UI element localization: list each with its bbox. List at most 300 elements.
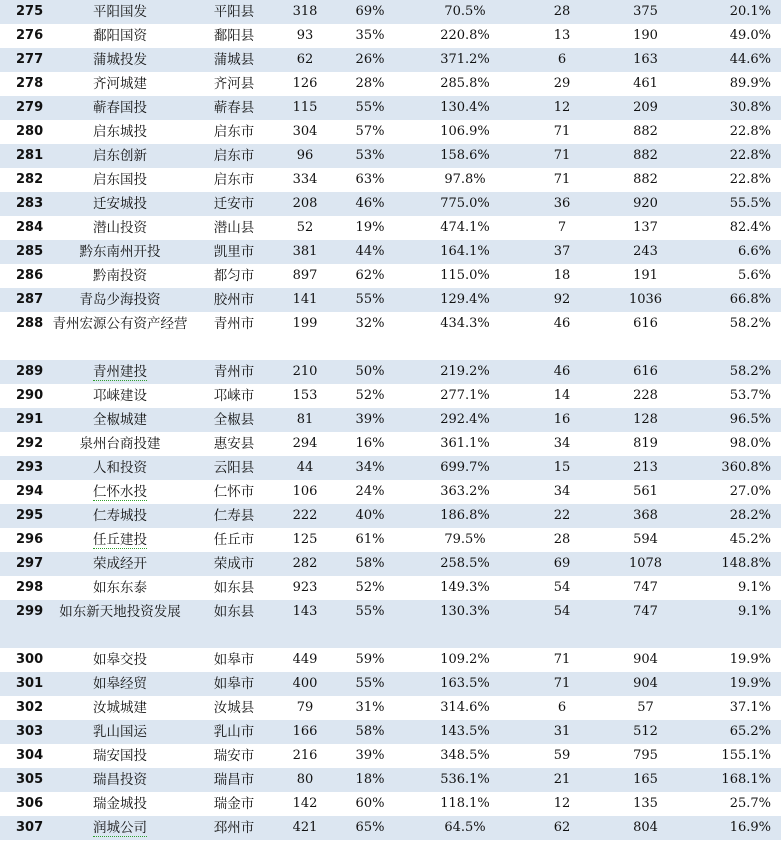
issuer-name: 泉州台商投建 [79, 436, 161, 452]
row-number: 280 [16, 124, 44, 139]
ratio-c: 219.2% [404, 360, 526, 384]
table-row [0, 792, 781, 816]
ratio-f: 44.6% [693, 48, 781, 72]
value-e: 128 [598, 408, 693, 432]
ratio-c: 97.8% [444, 172, 486, 187]
row-number: 307 [0, 816, 46, 840]
region: 青州市 [213, 316, 255, 332]
ratio-b: 55% [336, 672, 404, 696]
ratio-f: 9.1% [693, 600, 781, 648]
row-number: 305 [0, 768, 46, 792]
issuer-name: 齐河城建 [93, 76, 147, 92]
ratio-f: 19.9% [729, 652, 771, 667]
value-d: 71 [553, 172, 571, 187]
ratio-b: 44% [336, 240, 404, 264]
value-a: 449 [292, 652, 318, 667]
value-d: 14 [553, 388, 571, 403]
row-number: 275 [0, 0, 46, 24]
ratio-c: 130.3% [404, 600, 526, 648]
region: 惠安县 [213, 436, 255, 452]
row-number: 277 [0, 48, 46, 72]
value-a: 923 [292, 580, 318, 595]
ratio-f: 360.8% [693, 456, 781, 480]
value-e: 368 [598, 504, 693, 528]
value-a: 282 [274, 552, 336, 576]
value-d: 28 [553, 532, 571, 547]
value-a: 79 [296, 700, 314, 715]
row-number: 278 [16, 76, 44, 91]
value-e: 165 [598, 768, 693, 792]
ratio-b: 59% [355, 652, 385, 667]
issuer-name: 瑞安国投 [93, 748, 147, 764]
table-row [0, 216, 781, 240]
row-number: 293 [0, 456, 46, 480]
ratio-b: 26% [336, 48, 404, 72]
value-e: 904 [598, 672, 693, 696]
value-a: 334 [292, 172, 318, 187]
value-e: 882 [633, 124, 658, 139]
value-e: 135 [633, 796, 658, 811]
table-row [0, 72, 781, 96]
row-number: 299 [0, 600, 46, 648]
row-number: 291 [0, 408, 46, 432]
issuer-name: 仁寿城投 [46, 504, 194, 528]
region: 任丘市 [213, 532, 255, 548]
issuer-name: 蕲春国投 [46, 96, 194, 120]
value-a: 897 [292, 268, 318, 283]
value-d: 34 [553, 436, 571, 451]
region: 启东市 [213, 124, 255, 140]
ratio-c: 186.8% [404, 504, 526, 528]
ratio-f: 98.0% [729, 436, 771, 451]
ratio-c: 361.1% [440, 436, 490, 451]
ratio-f: 25.7% [729, 796, 771, 811]
value-e: 920 [598, 192, 693, 216]
ratio-b: 40% [336, 504, 404, 528]
value-e: 616 [633, 316, 658, 331]
value-d: 71 [526, 144, 598, 168]
issuer-name: 瑞金城投 [93, 796, 147, 812]
ratio-c: 371.2% [404, 48, 526, 72]
value-a: 421 [274, 816, 336, 840]
table-row [0, 456, 781, 480]
region: 汝城县 [213, 700, 255, 716]
value-a: 222 [274, 504, 336, 528]
ratio-b: 55% [336, 600, 404, 648]
value-d: 92 [526, 288, 598, 312]
table-row [0, 288, 781, 312]
value-a: 106 [292, 484, 318, 499]
value-e: 191 [633, 268, 658, 283]
region: 凯里市 [194, 240, 274, 264]
value-d: 13 [553, 28, 571, 43]
row-number: 290 [16, 388, 44, 403]
region: 都匀市 [213, 268, 255, 284]
value-e: 512 [598, 720, 693, 744]
table-row [0, 120, 781, 144]
value-e: 163 [598, 48, 693, 72]
issuer-name-text: 仁怀水投 [93, 484, 147, 500]
row-number: 285 [0, 240, 46, 264]
ratio-c: 363.2% [440, 484, 490, 499]
table-row [0, 552, 781, 576]
ratio-b: 34% [336, 456, 404, 480]
ratio-b: 55% [336, 96, 404, 120]
value-a: 142 [292, 796, 318, 811]
row-number: 279 [0, 96, 46, 120]
value-e: 804 [598, 816, 693, 840]
value-d: 12 [553, 796, 571, 811]
ratio-c: 277.1% [440, 388, 490, 403]
value-e: 190 [633, 28, 658, 43]
ratio-b: 28% [355, 76, 385, 91]
value-d: 15 [526, 456, 598, 480]
issuer-name: 如东东泰 [93, 580, 147, 596]
table-row [0, 648, 781, 672]
region: 云阳县 [194, 456, 274, 480]
region: 如东县 [194, 600, 274, 648]
row-number: 288 [16, 316, 44, 331]
value-e: 561 [633, 484, 658, 499]
issuer-name: 启东创新 [46, 144, 194, 168]
ratio-c: 163.5% [404, 672, 526, 696]
value-e: 795 [633, 748, 658, 763]
value-e: 904 [633, 652, 658, 667]
row-number: 284 [16, 220, 44, 235]
value-e: 616 [598, 360, 693, 384]
value-a: 125 [292, 532, 318, 547]
ratio-f: 5.6% [737, 268, 771, 283]
region: 启东市 [213, 172, 255, 188]
ratio-f: 58.2% [729, 316, 771, 331]
ratio-c: 348.5% [440, 748, 490, 763]
ratio-f: 66.8% [693, 288, 781, 312]
ratio-f: 168.1% [693, 768, 781, 792]
ratio-c: 220.8% [440, 28, 490, 43]
value-d: 71 [526, 672, 598, 696]
value-a: 93 [296, 28, 314, 43]
value-d: 54 [553, 580, 571, 595]
row-number: 301 [0, 672, 46, 696]
value-d: 7 [557, 220, 567, 235]
ratio-f: 30.8% [693, 96, 781, 120]
ratio-f: 155.1% [721, 748, 771, 763]
region: 迁安市 [194, 192, 274, 216]
table-row [0, 408, 781, 432]
value-e: 243 [598, 240, 693, 264]
value-d: 6 [526, 48, 598, 72]
table-row [0, 600, 781, 648]
ratio-f: 19.9% [693, 672, 781, 696]
value-e: 747 [633, 580, 658, 595]
ratio-b: 58% [336, 720, 404, 744]
ratio-f: 65.2% [693, 720, 781, 744]
value-d: 46 [553, 316, 571, 331]
ratio-b: 61% [355, 532, 385, 547]
issuer-name: 人和投资 [46, 456, 194, 480]
table-row [0, 264, 781, 288]
value-d: 36 [526, 192, 598, 216]
value-e: 1078 [598, 552, 693, 576]
issuer-name: 邛崃建设 [93, 388, 147, 404]
table-row [0, 96, 781, 120]
value-d: 46 [526, 360, 598, 384]
table-row [0, 360, 781, 384]
ratio-f: 22.8% [729, 172, 771, 187]
value-d: 71 [553, 124, 571, 139]
row-number: 304 [16, 748, 44, 763]
table-row [0, 24, 781, 48]
value-e: 1036 [598, 288, 693, 312]
ratio-f: 9.1% [737, 580, 771, 595]
value-e: 819 [633, 436, 658, 451]
value-a: 153 [292, 388, 318, 403]
row-number: 281 [0, 144, 46, 168]
region: 仁怀市 [213, 484, 255, 500]
issuer-name: 黔南投资 [93, 268, 147, 284]
table-row [0, 480, 781, 504]
value-e: 594 [633, 532, 658, 547]
value-d: 12 [526, 96, 598, 120]
value-a: 381 [274, 240, 336, 264]
table-row [0, 432, 781, 456]
ratio-b: 63% [355, 172, 385, 187]
ratio-c: 775.0% [404, 192, 526, 216]
table-row [0, 384, 781, 408]
table-row [0, 48, 781, 72]
issuer-name: 如东新天地投资发展 [46, 600, 194, 648]
value-d: 71 [553, 652, 571, 667]
ratio-f: 55.5% [693, 192, 781, 216]
value-a: 400 [274, 672, 336, 696]
ratio-b: 50% [336, 360, 404, 384]
ratio-b: 31% [355, 700, 385, 715]
ratio-f: 58.2% [693, 360, 781, 384]
region: 如东县 [213, 580, 255, 596]
ratio-c: 79.5% [444, 532, 486, 547]
region: 胶州市 [194, 288, 274, 312]
ratio-b: 52% [355, 388, 385, 403]
ratio-c: 118.1% [440, 796, 490, 811]
ratio-f: 148.8% [693, 552, 781, 576]
issuer-name: 如皋交投 [93, 652, 147, 668]
issuer-name: 青岛少海投资 [46, 288, 194, 312]
row-number: 300 [16, 652, 44, 667]
ratio-b: 65% [336, 816, 404, 840]
ratio-b: 16% [355, 436, 385, 451]
ratio-b: 57% [355, 124, 385, 139]
value-d: 69 [526, 552, 598, 576]
table-row [0, 672, 781, 696]
region: 潜山县 [213, 220, 255, 236]
value-a: 294 [292, 436, 318, 451]
region: 青州市 [194, 360, 274, 384]
row-number: 302 [16, 700, 44, 715]
ratio-f: 37.1% [729, 700, 771, 715]
value-a: 81 [274, 408, 336, 432]
issuer-name-text: 青州建投 [93, 364, 147, 380]
issuer-name [46, 528, 194, 552]
region: 乳山市 [194, 720, 274, 744]
value-d: 6 [557, 700, 567, 715]
region: 齐河县 [213, 76, 255, 92]
value-a: 199 [292, 316, 318, 331]
region: 蕲春县 [194, 96, 274, 120]
ratio-f: 27.0% [729, 484, 771, 499]
value-a: 210 [274, 360, 336, 384]
ratio-c: 143.5% [404, 720, 526, 744]
ratio-b: 39% [336, 408, 404, 432]
value-d: 16 [526, 408, 598, 432]
value-a: 141 [274, 288, 336, 312]
region: 瑞金市 [213, 796, 255, 812]
ratio-f: 22.8% [729, 124, 771, 139]
ratio-c: 70.5% [404, 0, 526, 24]
issuer-name: 黔东南州开投 [46, 240, 194, 264]
issuer-name: 如皋经贸 [46, 672, 194, 696]
ratio-c: 64.5% [404, 816, 526, 840]
ratio-c: 258.5% [404, 552, 526, 576]
ratio-b: 52% [355, 580, 385, 595]
table-row [0, 744, 781, 768]
value-d: 62 [526, 816, 598, 840]
table-row [0, 312, 781, 360]
ratio-f: 89.9% [729, 76, 771, 91]
value-a: 62 [274, 48, 336, 72]
ratio-c: 474.1% [440, 220, 490, 235]
value-e: 137 [633, 220, 658, 235]
issuer-name: 乳山国运 [46, 720, 194, 744]
row-number: 298 [16, 580, 44, 595]
issuer-name [46, 360, 194, 384]
issuer-name: 潜山投资 [93, 220, 147, 236]
ratio-b: 35% [355, 28, 385, 43]
value-d: 31 [526, 720, 598, 744]
ratio-b: 32% [355, 316, 385, 331]
ratio-c: 434.3% [440, 316, 490, 331]
ratio-b: 18% [336, 768, 404, 792]
ratio-f: 49.0% [729, 28, 771, 43]
row-number: 283 [0, 192, 46, 216]
issuer-name: 启东国投 [93, 172, 147, 188]
region: 蒲城县 [194, 48, 274, 72]
issuer-name: 平阳国发 [46, 0, 194, 24]
issuer-name-text: 任丘建投 [93, 532, 147, 548]
ratio-b: 19% [355, 220, 385, 235]
value-d: 59 [553, 748, 571, 763]
table-row [0, 0, 781, 24]
ratio-b: 46% [336, 192, 404, 216]
value-a: 216 [292, 748, 318, 763]
region: 邳州市 [194, 816, 274, 840]
region: 平阳县 [194, 0, 274, 24]
ratio-b: 60% [355, 796, 385, 811]
issuer-name: 全椒城建 [46, 408, 194, 432]
ratio-b: 69% [336, 0, 404, 24]
ratio-f: 82.4% [729, 220, 771, 235]
issuer-name: 瑞昌投资 [46, 768, 194, 792]
ratio-c: 130.4% [404, 96, 526, 120]
issuer-name [46, 480, 194, 504]
value-e: 747 [598, 600, 693, 648]
table-row [0, 168, 781, 192]
table-row [0, 768, 781, 792]
ratio-b: 58% [336, 552, 404, 576]
issuer-name: 鄱阳国资 [93, 28, 147, 44]
region: 如皋市 [194, 672, 274, 696]
row-number: 286 [16, 268, 44, 283]
value-e: 375 [598, 0, 693, 24]
row-number: 306 [16, 796, 44, 811]
row-number: 287 [0, 288, 46, 312]
row-number: 282 [16, 172, 44, 187]
value-a: 80 [274, 768, 336, 792]
issuer-name: 荣成经开 [46, 552, 194, 576]
table-row [0, 528, 781, 552]
ratio-f: 20.1% [693, 0, 781, 24]
ratio-c: 158.6% [404, 144, 526, 168]
value-e: 461 [633, 76, 658, 91]
region: 荣成市 [194, 552, 274, 576]
value-a: 143 [274, 600, 336, 648]
issuer-name-text: 润城公司 [93, 820, 147, 836]
value-a: 96 [274, 144, 336, 168]
ratio-c: 536.1% [404, 768, 526, 792]
ratio-c: 129.4% [404, 288, 526, 312]
region: 邛崃市 [213, 388, 255, 404]
value-d: 28 [526, 0, 598, 24]
ratio-c: 699.7% [404, 456, 526, 480]
value-d: 37 [526, 240, 598, 264]
value-a: 44 [274, 456, 336, 480]
value-d: 29 [553, 76, 571, 91]
row-number: 296 [16, 532, 44, 547]
region: 如皋市 [213, 652, 255, 668]
value-e: 882 [633, 172, 658, 187]
table-row [0, 816, 781, 840]
value-e: 882 [598, 144, 693, 168]
value-e: 228 [633, 388, 658, 403]
ratio-f: 96.5% [693, 408, 781, 432]
ratio-f: 28.2% [693, 504, 781, 528]
row-number: 292 [16, 436, 44, 451]
region: 启东市 [194, 144, 274, 168]
value-a: 52 [296, 220, 314, 235]
value-a: 126 [292, 76, 318, 91]
row-number: 289 [0, 360, 46, 384]
ratio-b: 39% [355, 748, 385, 763]
issuer-name: 蒲城投发 [46, 48, 194, 72]
value-a: 166 [274, 720, 336, 744]
value-d: 18 [553, 268, 571, 283]
region: 全椒县 [194, 408, 274, 432]
table-row [0, 240, 781, 264]
row-number: 276 [16, 28, 44, 43]
row-number: 295 [0, 504, 46, 528]
value-a: 208 [274, 192, 336, 216]
region: 仁寿县 [194, 504, 274, 528]
value-d: 34 [553, 484, 571, 499]
issuer-name: 迁安城投 [46, 192, 194, 216]
ratio-f: 16.9% [693, 816, 781, 840]
region: 瑞安市 [213, 748, 255, 764]
value-d: 54 [526, 600, 598, 648]
value-e: 213 [598, 456, 693, 480]
value-e: 209 [598, 96, 693, 120]
ratio-c: 109.2% [440, 652, 490, 667]
issuer-name: 青州宏源公有资产经营 [52, 316, 188, 332]
ratio-c: 149.3% [440, 580, 490, 595]
